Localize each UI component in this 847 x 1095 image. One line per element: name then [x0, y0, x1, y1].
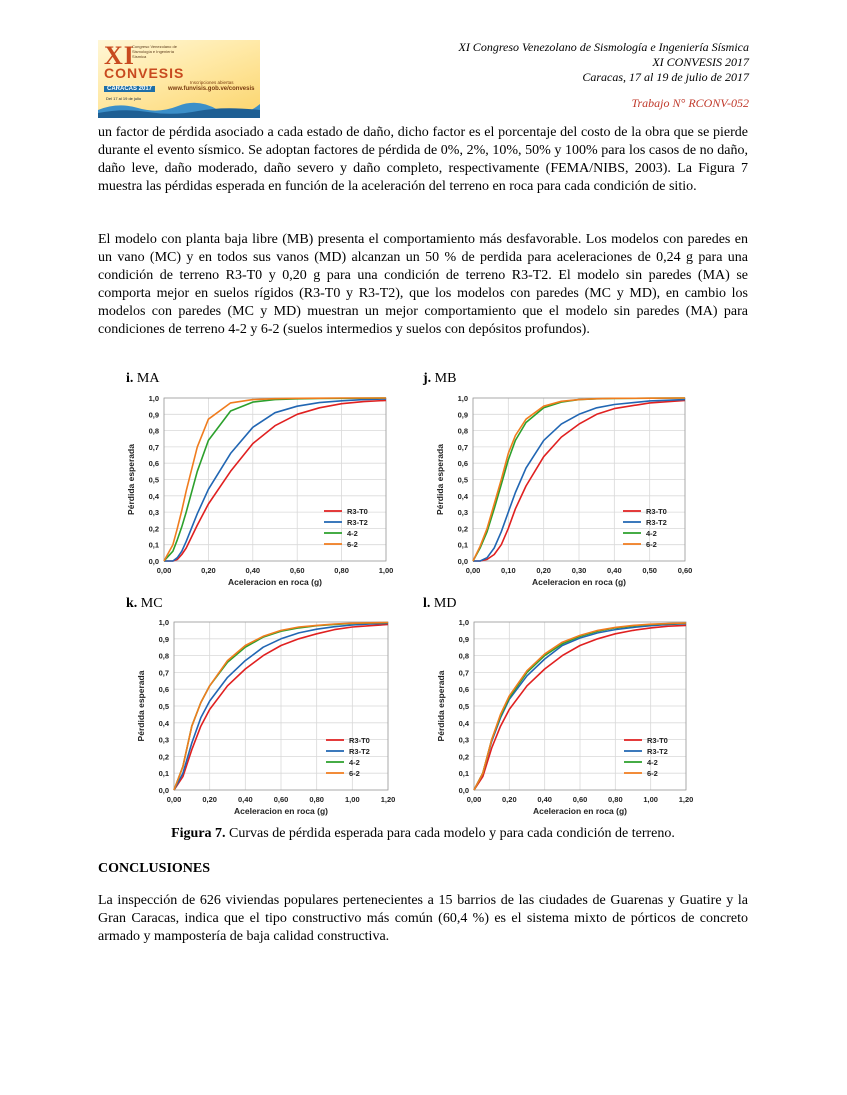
y-tick-label: 0,2 — [148, 524, 159, 534]
legend-label-r3-t0: R3-T0 — [347, 507, 368, 516]
y-tick-label: 0,4 — [148, 491, 159, 501]
y-axis-label: Pérdida esperada — [126, 444, 136, 515]
logo-tagline: Congreso Venezolano de Sismología e Ingeniería Sísmica — [132, 44, 177, 59]
x-tick-label: 0,60 — [572, 795, 588, 804]
legend-label-6-2: 6-2 — [647, 769, 658, 778]
legend-label-6-2: 6-2 — [347, 540, 358, 549]
y-tick-label: 0,0 — [148, 557, 159, 566]
panel-label-mc: k. MC — [126, 596, 163, 611]
y-tick-label: 0,0 — [457, 557, 468, 566]
x-tick-label: 0,20 — [502, 795, 517, 804]
y-tick-label: 0,1 — [457, 540, 468, 550]
y-tick-label: 0,4 — [457, 491, 468, 501]
y-tick-label: 0,5 — [148, 475, 159, 485]
y-tick-label: 0,4 — [158, 718, 169, 728]
y-axis-label: Pérdida esperada — [436, 670, 446, 742]
legend-label-r3-t2: R3-T2 — [647, 747, 668, 756]
y-tick-label: 0,9 — [158, 634, 169, 644]
convesis-logo — [98, 40, 260, 118]
page-header — [458, 40, 749, 111]
legend-label-6-2: 6-2 — [349, 769, 360, 778]
y-tick-label: 0,5 — [457, 475, 468, 485]
y-tick-label: 0,7 — [458, 668, 469, 678]
y-tick-label: 0,5 — [458, 702, 469, 711]
y-tick-label: 0,7 — [457, 442, 468, 452]
paragraph-conclusions: La inspección de 626 viviendas populares pertenecientes a 15 barrios de las ciudades de Guarenas y Guatire y la Gran Caracas, indica que el tipo constructivo más común (60,4 %) es el sistema mixto de pórticos de concreto armado y mampostería de baja calidad constructiva. — [98, 893, 748, 944]
y-tick-label: 0,6 — [148, 459, 159, 469]
header-edition: XI CONVESIS 2017 — [652, 55, 749, 69]
x-tick-label: 0,00 — [156, 566, 172, 575]
chart-mc — [134, 614, 396, 824]
y-tick-label: 0,7 — [148, 442, 159, 452]
panel-label-md: l. MD — [423, 596, 457, 611]
logo-url: www.funvisis.gob.ve/convesis — [168, 86, 255, 92]
y-tick-label: 0,1 — [158, 769, 169, 779]
x-tick-label: 0,00 — [465, 566, 481, 575]
y-tick-label: 0,3 — [458, 735, 469, 745]
x-tick-label: 0,50 — [642, 566, 657, 575]
x-axis-label: Aceleracion en roca (g) — [531, 577, 627, 587]
logo-roman: XI — [104, 41, 135, 70]
legend-label-4-2: 4-2 — [349, 758, 360, 767]
x-axis-label: Aceleracion en roca (g) — [532, 806, 628, 816]
x-axis-label: Aceleracion en roca (g) — [233, 806, 329, 816]
header-dates: Caracas, 17 al 19 de julio de 2017 — [582, 70, 749, 84]
legend-label-r3-t2: R3-T2 — [349, 747, 370, 756]
x-tick-label: 1,00 — [345, 795, 360, 804]
chart-md — [434, 614, 694, 824]
y-tick-label: 1,0 — [458, 618, 469, 627]
x-tick-label: 0,30 — [571, 566, 587, 575]
x-tick-label: 0,40 — [238, 795, 253, 804]
legend-label-r3-t2: R3-T2 — [347, 518, 368, 527]
y-tick-label: 1,0 — [457, 394, 468, 403]
y-tick-label: 0,8 — [148, 426, 159, 436]
y-tick-label: 0,9 — [458, 634, 469, 644]
x-tick-label: 0,80 — [608, 795, 623, 804]
y-tick-label: 0,2 — [457, 524, 468, 534]
legend-label-r3-t2: R3-T2 — [646, 518, 667, 527]
x-tick-label: 0,00 — [166, 795, 182, 804]
legend-label-r3-t0: R3-T0 — [647, 736, 668, 745]
y-tick-label: 0,0 — [458, 786, 469, 795]
x-tick-label: 0,20 — [202, 795, 217, 804]
x-tick-label: 1,20 — [678, 795, 694, 804]
header-congress: XI Congreso Venezolano de Sismología e Ingeniería Sísmica — [458, 40, 749, 54]
y-tick-label: 0,6 — [458, 685, 469, 695]
x-tick-label: 0,60 — [273, 795, 289, 804]
x-tick-label: 0,80 — [309, 795, 324, 804]
x-tick-label: 1,00 — [378, 566, 394, 575]
legend-label-4-2: 4-2 — [347, 529, 358, 538]
y-tick-label: 0,2 — [158, 752, 169, 762]
x-tick-label: 1,20 — [380, 795, 396, 804]
y-tick-label: 1,0 — [148, 394, 159, 403]
section-heading-conclusiones: CONCLUSIONES — [98, 861, 211, 876]
y-tick-label: 0,3 — [158, 735, 169, 745]
y-tick-label: 0,6 — [457, 459, 468, 469]
chart-ma — [124, 390, 394, 595]
x-tick-label: 0,40 — [607, 566, 622, 575]
y-tick-label: 0,1 — [458, 769, 469, 779]
logo-dates: Del 17 al 19 de julio — [106, 96, 142, 101]
y-tick-label: 0,7 — [158, 668, 169, 678]
header-trabajo: Trabajo N° RCONV-052 — [631, 96, 749, 110]
x-tick-label: 0,00 — [466, 795, 482, 804]
x-axis-label: Aceleracion en roca (g) — [227, 577, 323, 587]
legend-label-r3-t0: R3-T0 — [646, 507, 667, 516]
panel-label-mb: j. MB — [423, 371, 457, 386]
figure-caption: Figura 7. Curvas de pérdida esperada para cada modelo y para cada condición de terreno. — [171, 826, 675, 841]
x-tick-label: 0,60 — [677, 566, 693, 575]
x-tick-label: 0,60 — [289, 566, 305, 575]
y-tick-label: 0,8 — [458, 651, 469, 661]
x-tick-label: 0,40 — [245, 566, 261, 575]
y-tick-label: 0,9 — [457, 410, 468, 420]
x-tick-label: 0,20 — [201, 566, 216, 575]
logo-inscriptions: Inscripciones abiertas — [190, 80, 234, 85]
paragraph-loss-factor: un factor de pérdida asociado a cada estado de daño, dicho factor es el porcentaje del costo de la obra que se pierde durante el evento sísmico. Se adoptan factores de pérdida de 0%, 2%, 10%, 50% y 100% para los casos de no daño, daño leve, daño moderado, daño severo y daño completo, respectivamente (FEMA/NIBS, 2003). La Figura 7 muestra las pérdidas esperada en función de la aceleración del terreno en roca para cada condición de sitio. — [98, 125, 748, 194]
x-tick-label: 1,00 — [643, 795, 658, 804]
y-tick-label: 0,4 — [458, 718, 469, 728]
y-tick-label: 0,3 — [457, 508, 468, 518]
y-tick-label: 0,2 — [458, 752, 469, 762]
y-axis-label: Pérdida esperada — [435, 444, 445, 515]
legend-label-6-2: 6-2 — [646, 540, 657, 549]
logo-city: CARACAS 2017 — [104, 86, 155, 92]
logo-name: CONVESIS — [104, 65, 185, 81]
legend-label-4-2: 4-2 — [646, 529, 657, 538]
y-axis-label: Pérdida esperada — [136, 670, 146, 742]
x-tick-label: 0,20 — [536, 566, 551, 575]
y-tick-label: 0,0 — [158, 786, 169, 795]
legend-label-r3-t0: R3-T0 — [349, 736, 370, 745]
x-tick-label: 0,80 — [334, 566, 349, 575]
y-tick-label: 0,1 — [148, 540, 159, 550]
y-tick-label: 0,5 — [158, 702, 169, 711]
paragraph-models: El modelo con planta baja libre (MB) presenta el comportamiento más desfavorable. Los modelos con paredes en un vano (MC) y en todos sus vanos (MD) alcanzan un 50 % de perdida para aceleraciones de 0,24 g para una condición de terreno R3-T0 y 0,20 g para una condición de terreno R3-T2. El modelo sin paredes (MA) se comporta mejor en suelos rígidos (R3-T0 y R3-T2), que los modelos con paredes (MC y MD), en cambio los modelos con paredes (MC y MD) muestran un mejor comportamiento que el modelo sin paredes (MA) para condiciones de terreno 4-2 y 6-2 (suelos intermedios y suelos con depósitos profundos). — [98, 232, 748, 337]
y-tick-label: 0,6 — [158, 685, 169, 695]
logo-wave-graphic — [98, 98, 260, 118]
y-tick-label: 0,8 — [158, 651, 169, 661]
y-tick-label: 0,3 — [148, 508, 159, 518]
y-tick-label: 0,8 — [457, 426, 468, 436]
y-tick-label: 0,9 — [148, 410, 159, 420]
legend-label-4-2: 4-2 — [647, 758, 658, 767]
panel-label-ma: i. MA — [126, 371, 160, 386]
x-tick-label: 0,10 — [501, 566, 516, 575]
x-tick-label: 0,40 — [537, 795, 552, 804]
chart-mb — [433, 390, 693, 595]
y-tick-label: 1,0 — [158, 618, 169, 627]
